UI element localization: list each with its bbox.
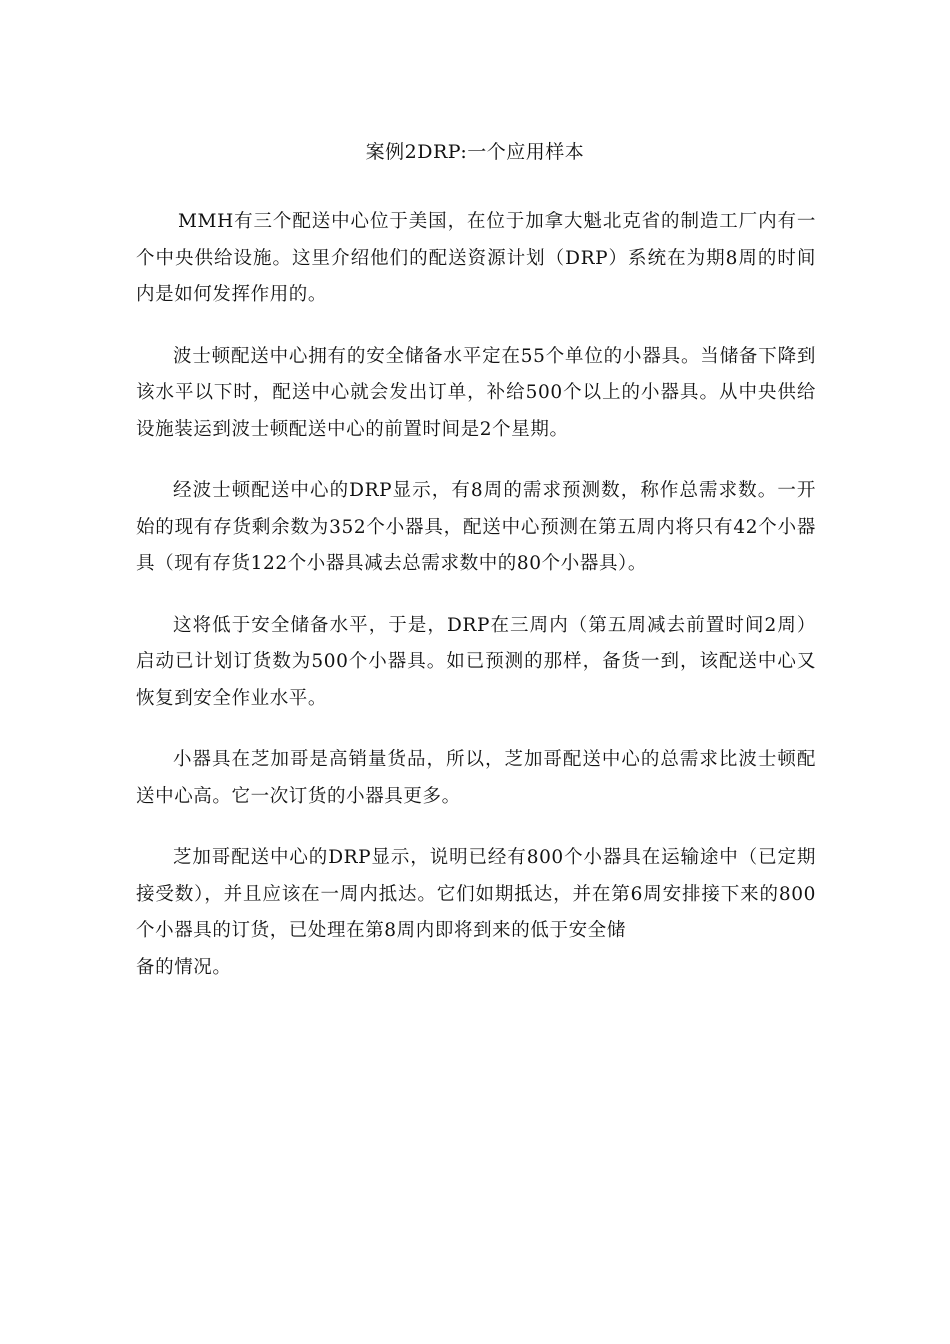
document-title: 案例2DRP:一个应用样本	[365, 141, 585, 163]
paragraph-boston-drp: 经波士顿配送中心的DRP显示，有8周的需求预测数，称作总需求数。一开始的现有存货剩余数为352个小器具，配送中心预测在第五周内将只有42个小器具（现有存货122个小器具减去总需求数中的80个小器具）。	[136, 480, 816, 574]
document-body	[136, 204, 816, 1011]
paragraph-planned-order: 这将低于安全储备水平，于是，DRP在三周内（第五周减去前置时间2周）启动已计划订货数为500个小器具。如已预测的那样，备货一到，该配送中心又恢复到安全作业水平。	[136, 614, 816, 709]
paragraph-chicago-demand: 小器具在芝加哥是高销量货品，所以，芝加哥配送中心的总需求比波士顿配送中心高。它一次订货的小器具更多。	[136, 749, 816, 807]
paragraph-chicago-drp-continued: 备的情况。	[136, 956, 232, 978]
paragraph-chicago-drp: 芝加哥配送中心的DRP显示，说明已经有800个小器具在运输途中（已定期接受数），并且应该在一周内抵达。它们如期抵达，并在第6周安排接下来的800个小器具的订货，已处理在第8周内即将到来的低于安全储	[136, 847, 816, 941]
paragraph-boston-safety-stock: 波士顿配送中心拥有的安全储备水平定在55个单位的小器具。当储备下降到该水平以下时，配送中心就会发出订单，补给500个以上的小器具。从中央供给设施装运到波士顿配送中心的前置时间是2个星期。	[136, 345, 816, 440]
paragraph-intro: MMH有三个配送中心位于美国，在位于加拿大魁北克省的制造工厂内有一个中央供给设施。这里介绍他们的配送资源计划（DRP）系统在为期8周的时间内是如何发挥作用的。	[136, 211, 816, 305]
